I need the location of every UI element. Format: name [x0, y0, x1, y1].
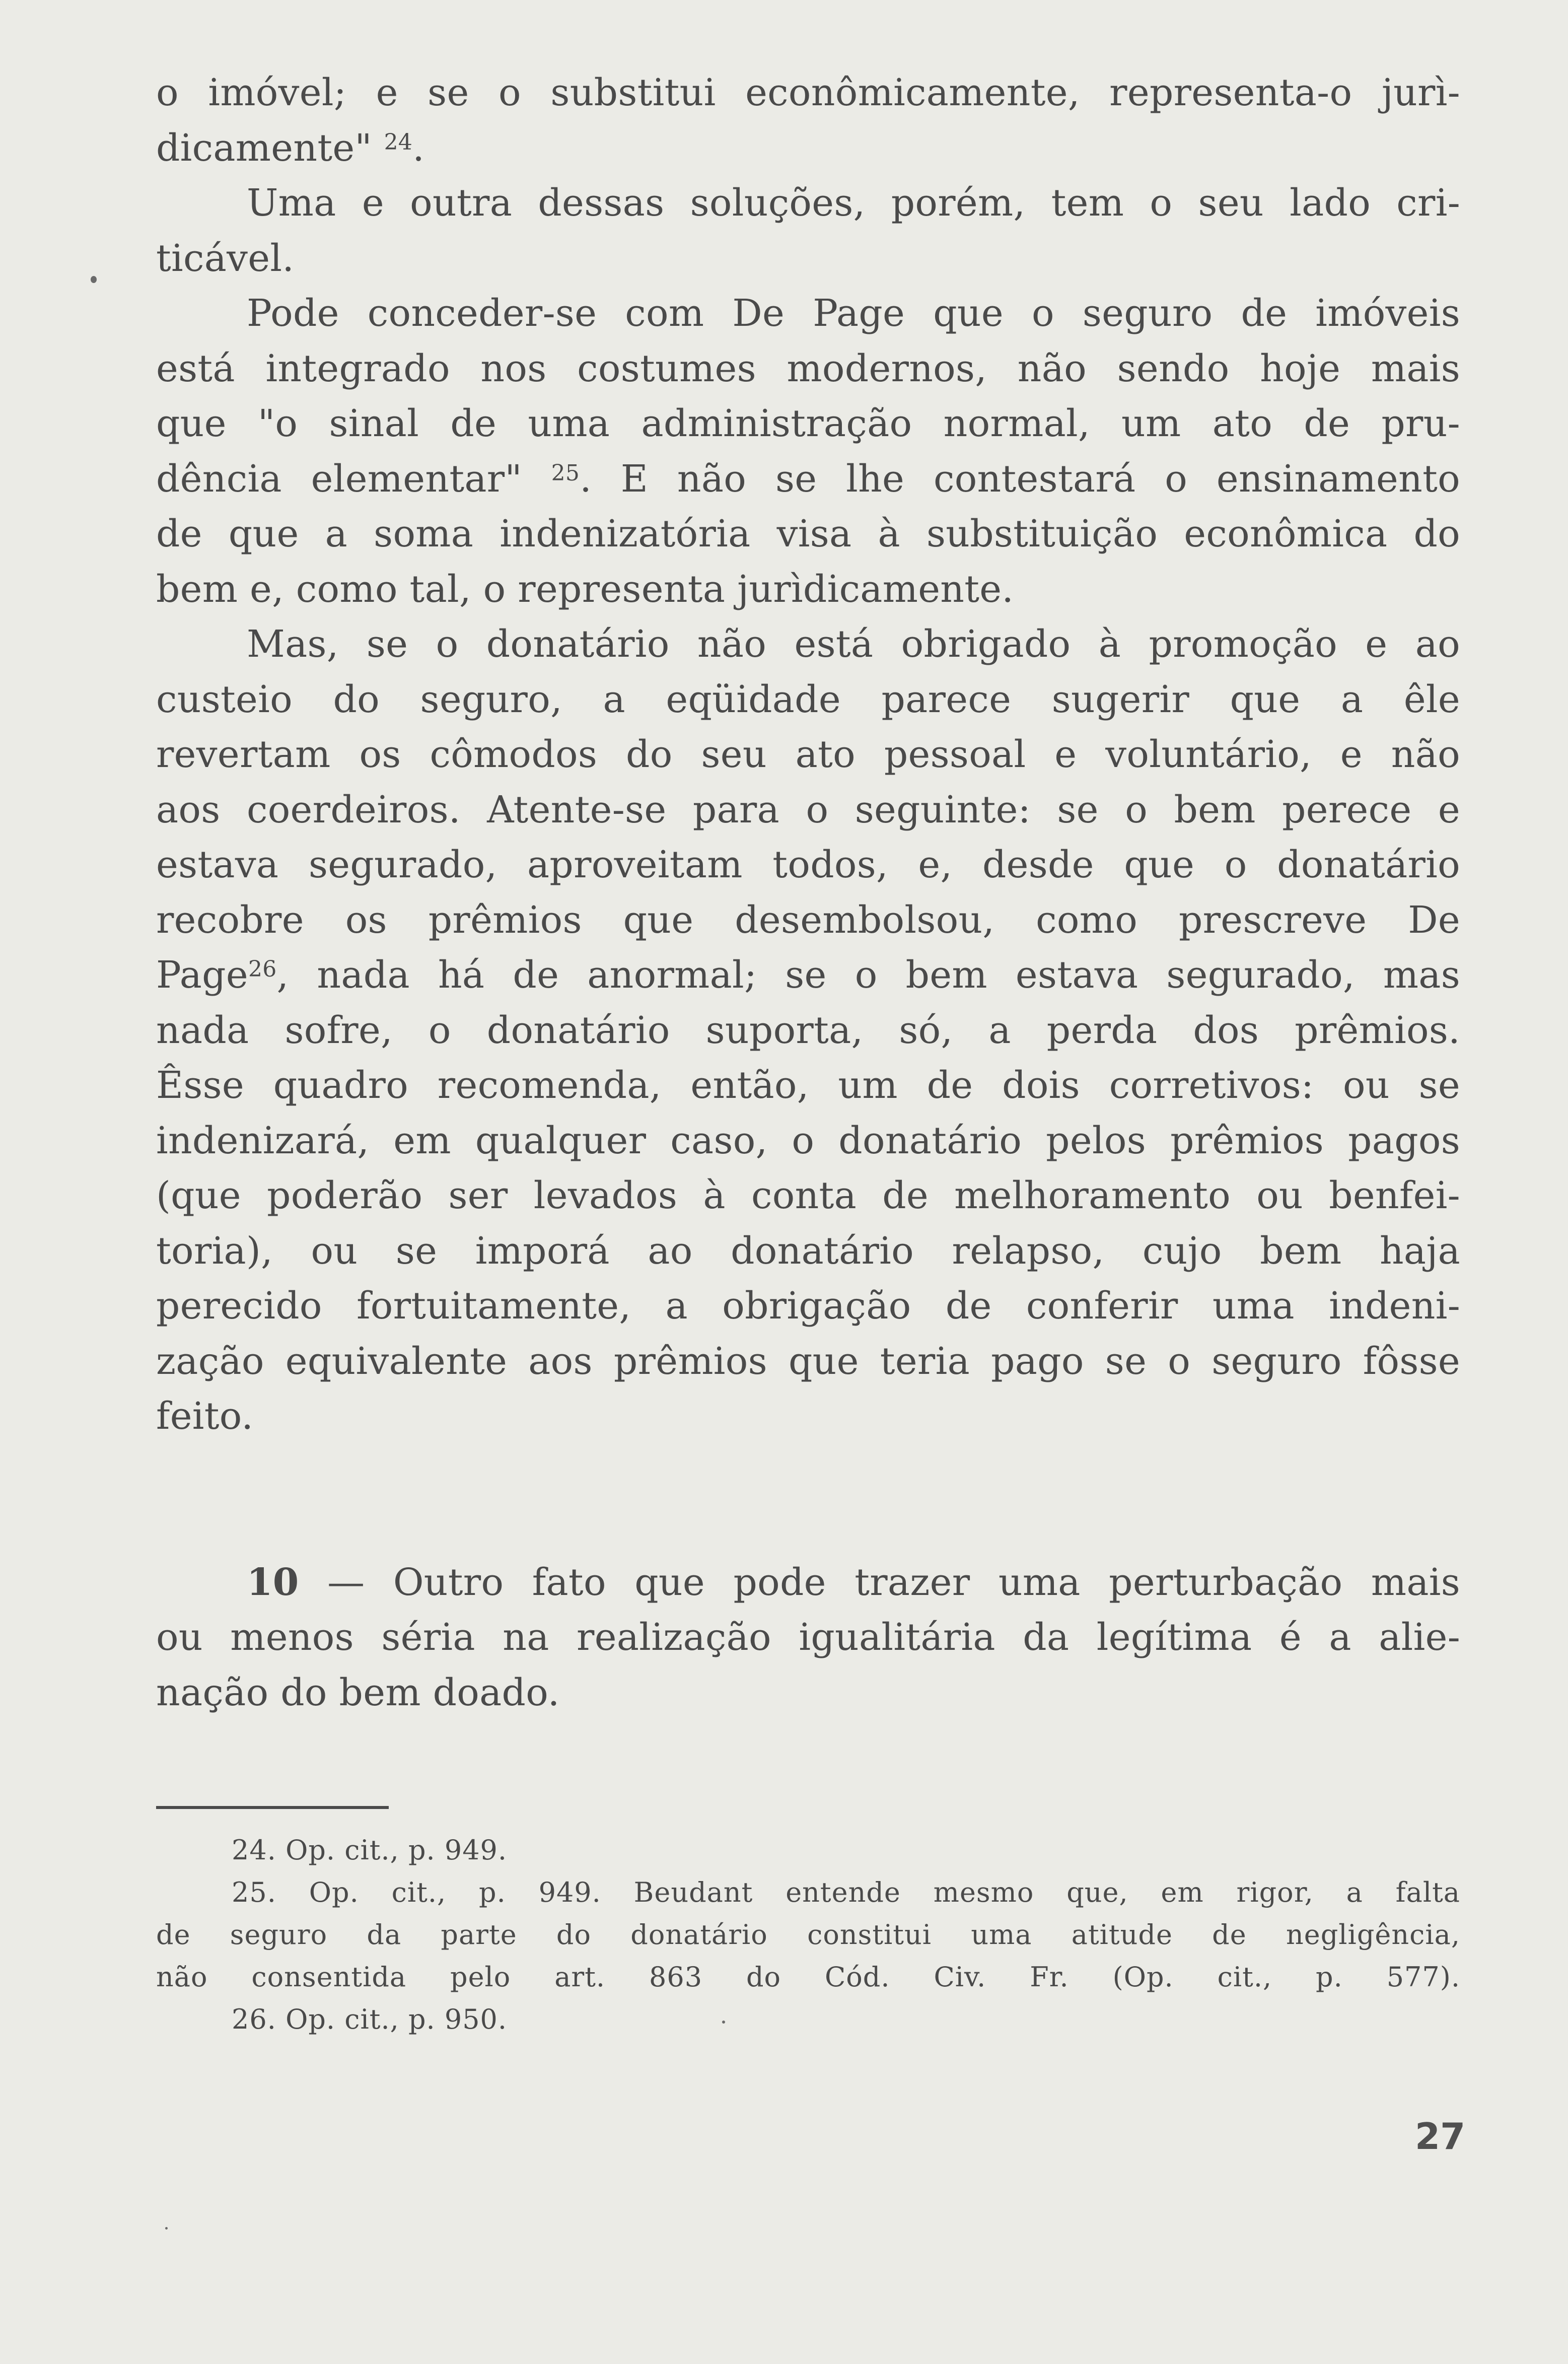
- scan-speck: [91, 276, 97, 283]
- footnote-number: 25.: [232, 1876, 276, 1908]
- footnote-number: 24.: [232, 1834, 276, 1866]
- footnote-24: [156, 1829, 1460, 1871]
- page-body: [156, 65, 1460, 2041]
- body-line: (que poderão ser levados à conta de melhoramento ou benfei-: [156, 1174, 1460, 1217]
- section-line: nação do bem doado.: [156, 1671, 560, 1714]
- body-line: o imóvel; e se o substitui econômicamente, representa-o jurì-: [156, 71, 1460, 114]
- body-text: dicamente": [156, 126, 384, 170]
- section-spacer: [156, 1444, 1460, 1555]
- footnote-separator: [156, 1806, 389, 1809]
- footnote-25-continuation: de seguro da parte do donatário constitui uma atitude de negligência,: [156, 1919, 1460, 1951]
- scan-speck: [722, 2021, 725, 2024]
- body-line: ticável.: [156, 236, 295, 280]
- section-heading-line: [156, 1555, 1460, 1611]
- footnote-text: Op. cit., p. 950.: [286, 2003, 508, 2035]
- body-line: Uma e outra dessas soluções, porém, tem o seu lado cri-: [247, 181, 1460, 225]
- footnote-text: Op. cit., p. 949. Beudant entende mesmo que, em rigor, a falta: [309, 1876, 1460, 1908]
- section-number: 10: [247, 1560, 299, 1604]
- section-line: ou menos séria na realização igualitária da legítima é a alie-: [156, 1616, 1460, 1659]
- body-text: , nada há de anormal; se o bem estava segurado, mas: [276, 953, 1460, 997]
- section-text: Outro fato que pode trazer uma perturbação mais: [393, 1560, 1460, 1604]
- body-line: bem e, como tal, o representa jurìdicamente.: [156, 567, 1014, 611]
- footnote-25-continuation: não consentida pelo art. 863 do Cód. Civ. Fr. (Op. cit., p. 577).: [156, 1961, 1460, 1993]
- body-line: custeio do seguro, a eqüidade parece sugerir que a êle: [156, 677, 1460, 721]
- body-line: de que a soma indenizatória visa à substituição econômica do: [156, 512, 1460, 555]
- footnote-ref-26[interactable]: 26: [248, 956, 277, 982]
- footnote-26: [156, 1998, 1460, 2041]
- body-line: indenizará, em qualquer caso, o donatário pelos prêmios pagos: [156, 1119, 1460, 1162]
- body-line: aos coerdeiros. Atente-se para o seguinte: se o bem perece e: [156, 788, 1460, 831]
- body-text: .: [412, 126, 425, 170]
- body-text: Page: [156, 953, 248, 997]
- footnote-number: 26.: [232, 2003, 276, 2035]
- footnote-text: Op. cit., p. 949.: [286, 1834, 508, 1866]
- body-line: Êsse quadro recomenda, então, um de dois corretivos: ou se: [156, 1064, 1460, 1107]
- footnote-ref-25[interactable]: 25: [551, 460, 580, 486]
- body-line: perecido fortuitamente, a obrigação de conferir uma indeni-: [156, 1284, 1460, 1328]
- body-line: [156, 452, 1460, 507]
- footnote-25: [156, 1871, 1460, 1914]
- body-line: [156, 121, 1460, 176]
- body-line: revertam os cômodos do seu ato pessoal e voluntário, e não: [156, 733, 1460, 776]
- body-line: nada sofre, o donatário suporta, só, a perda dos prêmios.: [156, 1008, 1460, 1052]
- body-line: zação equivalente aos prêmios que teria pago se o seguro fôsse: [156, 1339, 1460, 1383]
- body-line: está integrado nos costumes modernos, não sendo hoje mais: [156, 346, 1460, 390]
- body-line: toria), ou se imporá ao donatário relapso, cujo bem haja: [156, 1229, 1460, 1273]
- footnote-ref-24[interactable]: 24: [384, 129, 413, 155]
- page-number: 27: [1415, 2115, 1466, 2158]
- body-text: . E não se lhe contestará o ensinamento: [580, 457, 1460, 501]
- body-line: feito.: [156, 1395, 254, 1438]
- body-line: estava segurado, aproveitam todos, e, desde que o donatário: [156, 843, 1460, 886]
- body-text: dência elementar": [156, 457, 551, 501]
- body-line: Pode conceder-se com De Page que o seguro de imóveis: [247, 292, 1460, 335]
- body-line: [156, 948, 1460, 1003]
- section-dash: —: [327, 1560, 365, 1604]
- scan-speck: [165, 2227, 168, 2230]
- body-line: recobre os prêmios que desembolsou, como prescreve De: [156, 898, 1460, 942]
- body-line: que "o sinal de uma administração normal, um ato de pru-: [156, 402, 1460, 445]
- body-line: Mas, se o donatário não está obrigado à promoção e ao: [247, 622, 1460, 666]
